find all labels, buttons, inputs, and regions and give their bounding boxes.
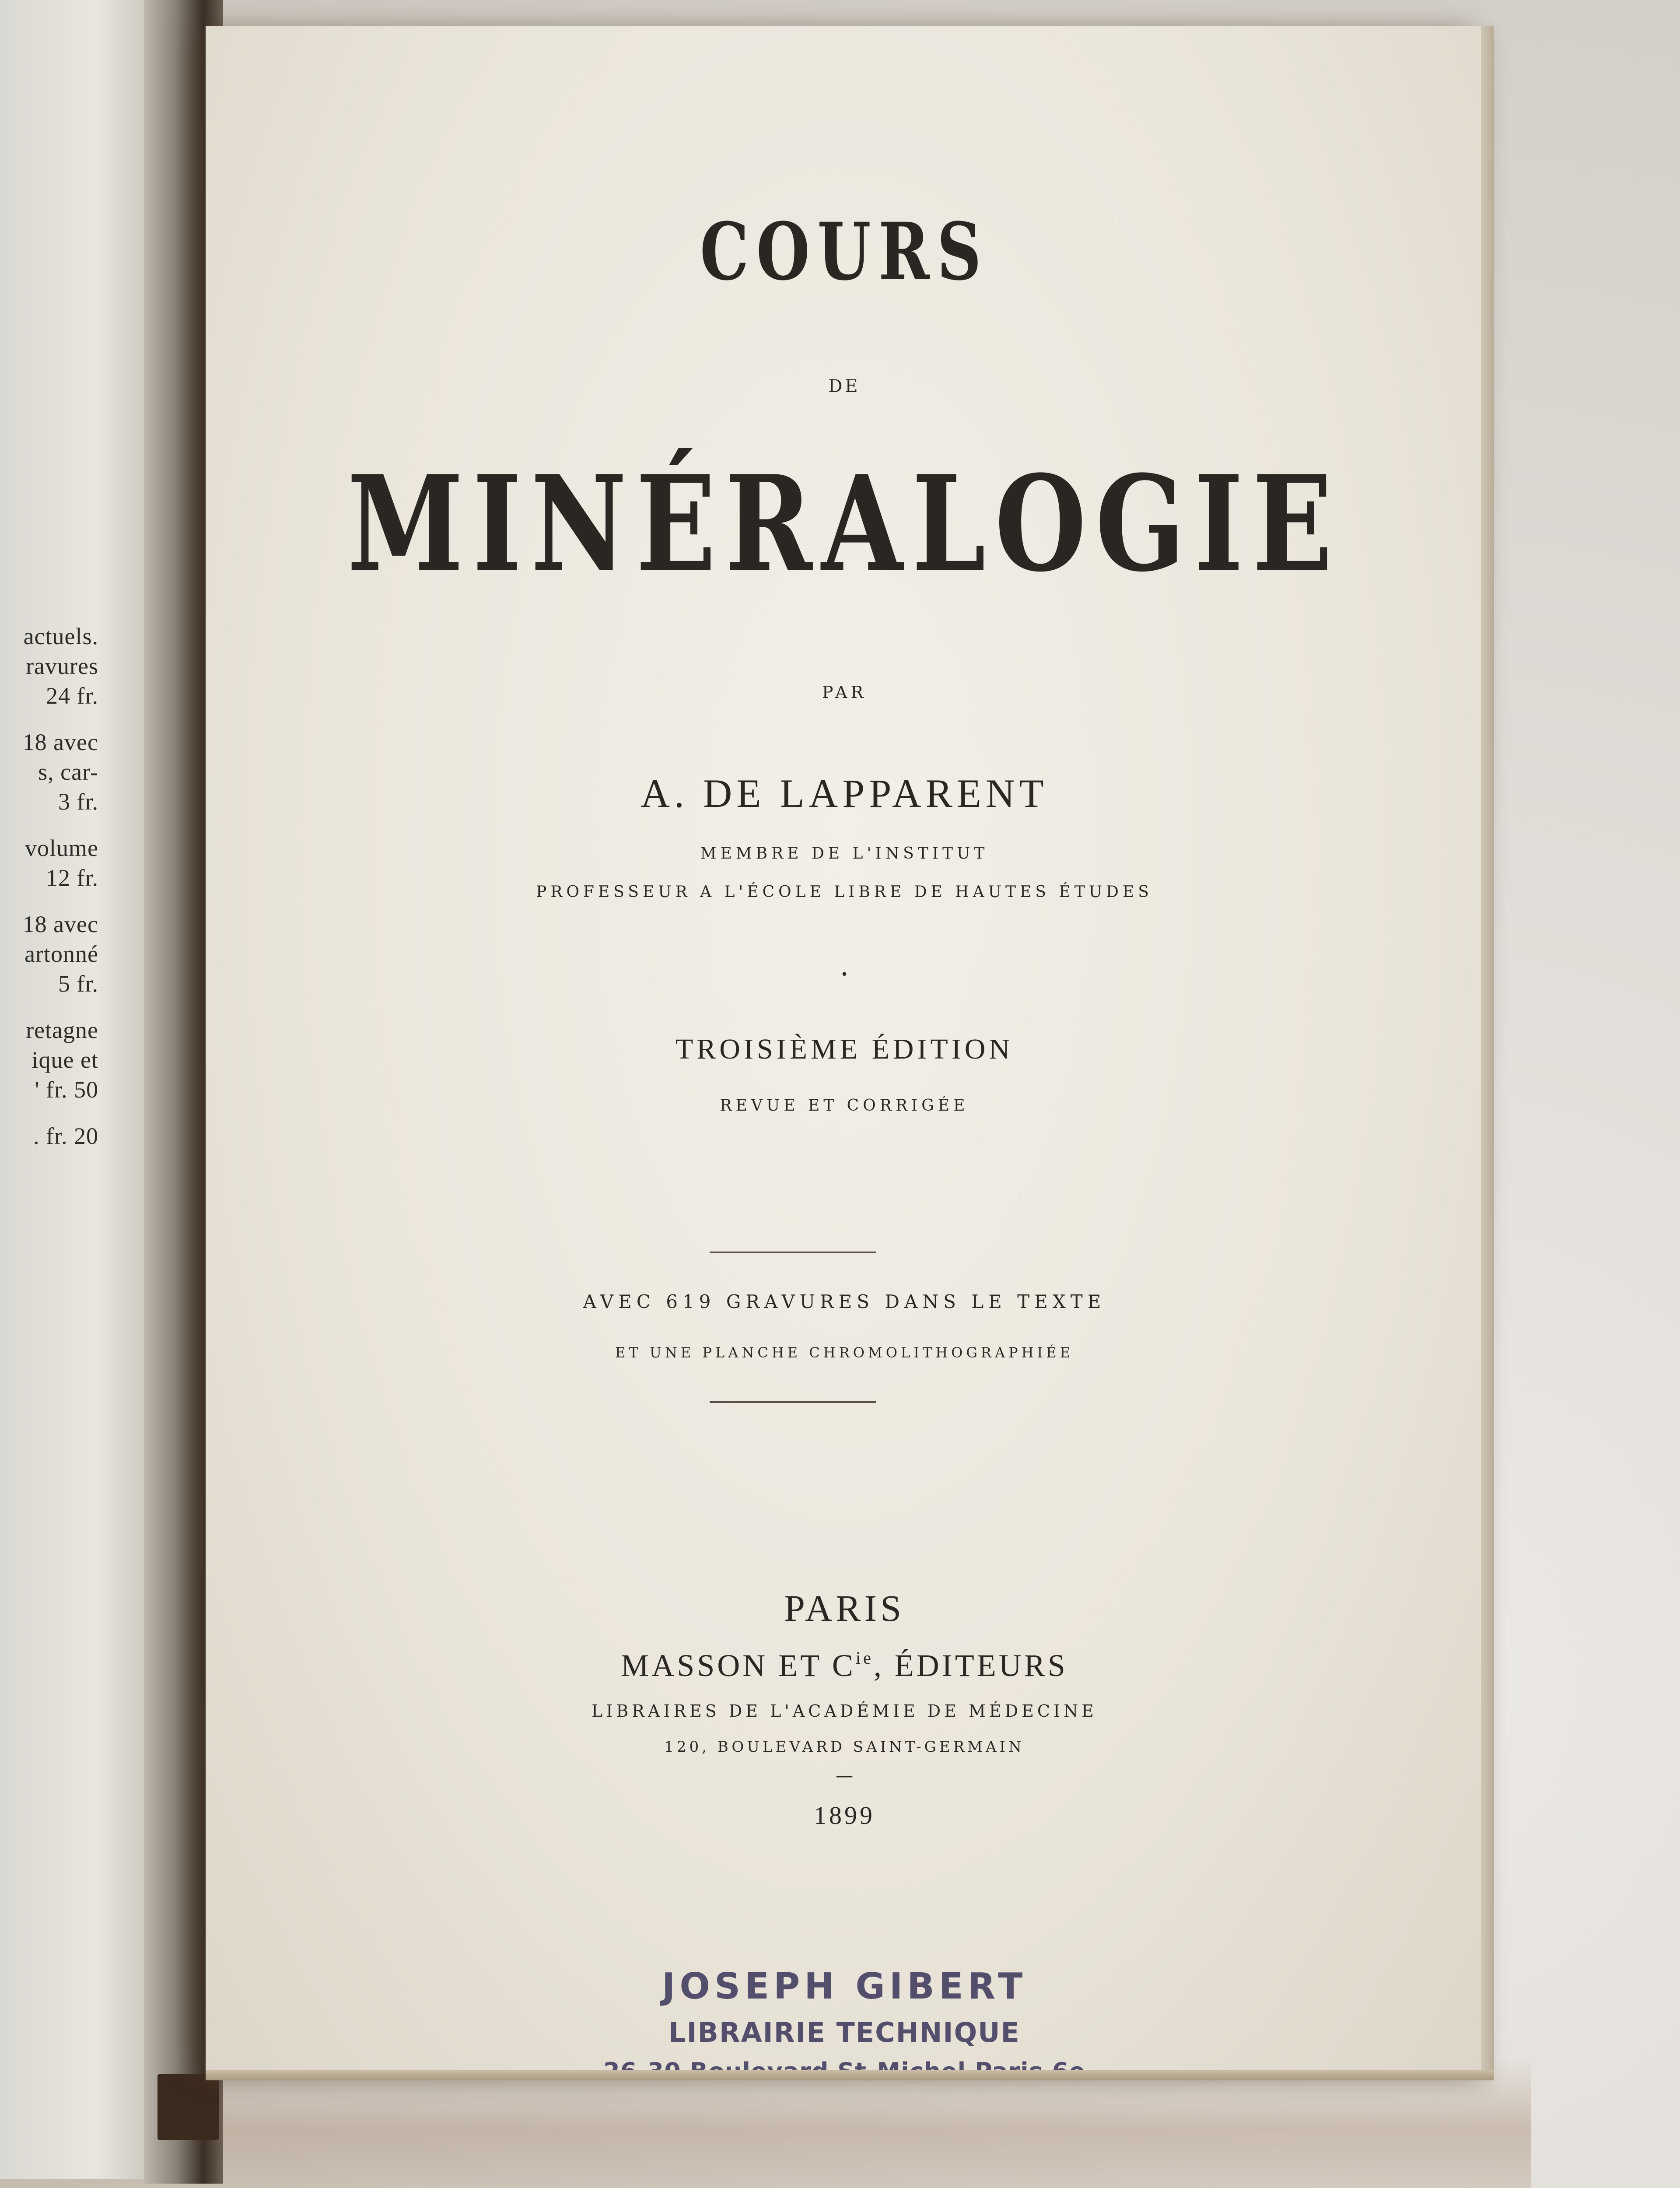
publisher-address: 120, BOULEVARD SAINT-GERMAIN — [664, 1738, 1025, 1756]
left-page-line: artonné — [24, 941, 98, 967]
author-title-institut: MEMBRE DE L'INSTITUT — [700, 845, 989, 863]
edition: TROISIÈME ÉDITION — [675, 1033, 1014, 1065]
title-subject: MINÉRALOGIE — [347, 446, 1342, 601]
title-page — [206, 26, 1483, 2074]
ornament-dot: • — [840, 967, 848, 982]
left-page-line: ' fr. 50 — [35, 1076, 98, 1103]
illustrations-line-2: ET UNE PLANCHE CHROMOLITHOGRAPHIÉE — [615, 1344, 1074, 1361]
left-page-line: retagne — [26, 1017, 98, 1043]
author-name: A. DE LAPPARENT — [640, 771, 1048, 816]
title-de: DE — [828, 376, 861, 396]
left-page-gap — [0, 999, 98, 1015]
left-page-line: 24 fr. — [46, 683, 98, 709]
publication-year: 1899 — [814, 1801, 875, 1830]
left-page-line: 5 fr. — [58, 971, 98, 997]
publisher-name — [206, 1648, 1483, 1684]
publisher-name-suffix: , ÉDITEURS — [873, 1648, 1068, 1683]
title-cours: COURS — [700, 206, 989, 298]
left-page-line: 18 avec — [22, 911, 98, 937]
stamp-bookseller-name: JOSEPH GIBERT — [662, 1966, 1027, 2007]
title-par: PAR — [822, 683, 867, 702]
page-edge-right — [1481, 26, 1494, 2074]
left-page-line: . fr. 20 — [33, 1123, 98, 1149]
left-page-gap — [0, 1105, 98, 1121]
author-title-professor: PROFESSEUR A L'ÉCOLE LIBRE DE HAUTES ÉTUDES — [536, 883, 1153, 901]
page-edge-bottom — [206, 2070, 1494, 2080]
rule-top — [710, 1252, 876, 1253]
left-page-line: actuels. — [23, 623, 98, 649]
left-page-text — [0, 621, 98, 1151]
left-page-line: s, car- — [38, 759, 98, 785]
publisher-city: PARIS — [784, 1587, 905, 1629]
left-page-line: ique et — [32, 1047, 98, 1073]
left-page-gap — [0, 893, 98, 909]
left-page-line: 3 fr. — [58, 789, 98, 815]
left-page-line: 18 avec — [22, 729, 98, 755]
left-page-gap — [0, 711, 98, 727]
illustrations-line-1: AVEC 619 GRAVURES DANS LE TEXTE — [583, 1291, 1106, 1312]
publisher-name-sup: ie — [855, 1648, 874, 1668]
left-page-gap — [0, 817, 98, 833]
left-page-line: ravures — [26, 653, 98, 679]
left-page-line: 12 fr. — [46, 865, 98, 891]
separator-dash: — — [836, 1766, 853, 1786]
left-page-line: volume — [25, 835, 98, 861]
publisher-line: LIBRAIRES DE L'ACADÉMIE DE MÉDECINE — [592, 1701, 1097, 1721]
edition-note: REVUE ET CORRIGÉE — [720, 1097, 969, 1115]
rule-bottom — [710, 1401, 876, 1403]
publisher-name-main: MASSON ET C — [621, 1648, 856, 1683]
stamp-bookseller-type: LIBRAIRIE TECHNIQUE — [668, 2016, 1020, 2048]
